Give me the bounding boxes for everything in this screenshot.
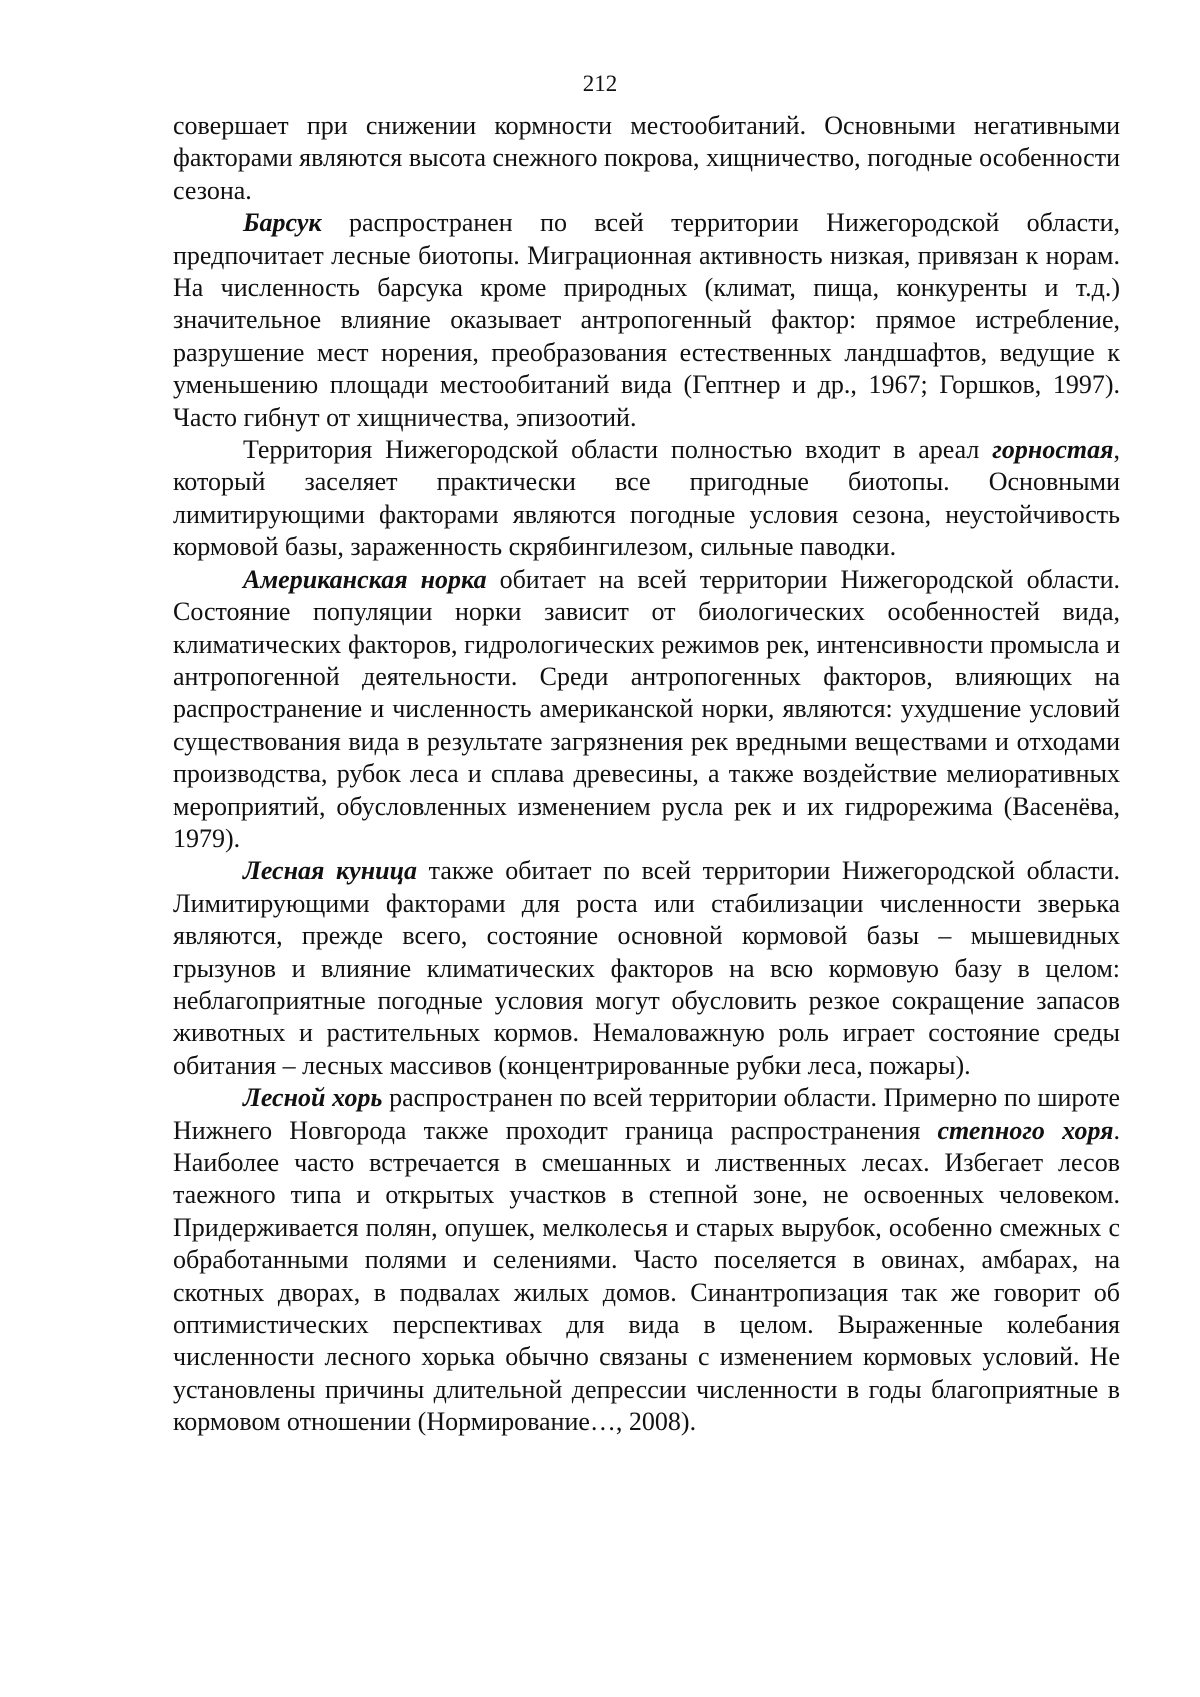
page-number: 212 xyxy=(582,71,618,96)
species-name: Лесная куница xyxy=(243,856,418,886)
paragraph xyxy=(173,207,1120,434)
paragraph-text: , который заселяет практически все пригодные биотопы. Основными лимитирующими факторами являются погодные условия сезона, неустойчивость кормовой базы, зараженность скрябингилезом, сильные паводки. xyxy=(173,435,1120,562)
paragraph xyxy=(173,564,1120,856)
paragraph xyxy=(173,434,1120,564)
paragraph xyxy=(173,855,1120,1082)
body-text xyxy=(173,110,1120,1439)
paragraph xyxy=(173,110,1120,207)
paragraph-text: . Наиболее часто встречается в смешанных и лиственных лесах. Избегает лесов таежного типа и открытых участков в степной зоне, не освоенных человеком. Придерживается полян, опушек, мелколесья и старых вырубок, особенно смежных с обработанными полями и селениями. Часто поселяется в овинах, амбарах, на скотных дворах, в подвалах жилых домов. Синантропизация так же говорит об оптимистических перспективах для вида в целом. Выраженные колебания численности лесного хорька обычно связаны с изменением кормовых условий. Не установлены причины длительной депрессии численности в годы благоприятные в кормовом отношении (Нормирование…, 2008). xyxy=(173,1115,1121,1437)
species-name: степного хоря xyxy=(937,1115,1114,1145)
species-name: Лесной хорь xyxy=(243,1083,383,1113)
paragraph-text: распространен по всей территории Нижегородской области, предпочитает лесные биотопы. Миграционная активность низкая, привязан к норам. На численность барсука кроме природных (климат, пища, конкуренты и т.д.) значительное влияние оказывает антропогенный фактор: прямое истребление, разрушение мест норения, преобразования естественных ландшафтов, ведущие к уменьшению площади местообитаний вида (Гептнер и др., 1967; Горшков, 1997). Часто гибнут от хищничества, эпизоотий. xyxy=(173,208,1120,432)
paragraph-text: Территория Нижегородской области полностью входит в ареал xyxy=(243,435,993,465)
paragraph-text: обитает на всей территории Нижегородской области. Состояние популяции норки зависит от биологических особенностей вида, климатических факторов, гидрологических режимов рек, интенсивности промысла и антропогенной деятельности. Среди антропогенных факторов, влияющих на распространение и численность американской норки, являются: ухудшение условий существования вида в результате загрязнения рек вредными веществами и отходами производства, рубок леса и сплава древесины, а также воздействие мелиоративных мероприятий, обусловленных изменением русла рек и их гидрорежима (Васенёва, 1979). xyxy=(173,564,1120,853)
paragraph xyxy=(173,1082,1120,1438)
species-name: горностая xyxy=(992,435,1114,465)
paragraph-text: совершает при снижении кормности местообитаний. Основными негативными факторами являются высота снежного покрова, хищничество, погодные особенности сезона. xyxy=(173,111,1120,205)
paragraph-text: также обитает по всей территории Нижегородской области. Лимитирующими факторами для роста или стабилизации численности зверька являются, прежде всего, состояние основной кормовой базы – мышевидных грызунов и влияние климатических факторов на всю кормовую базу в целом: неблагоприятные погодные условия могут обусловить резкое сокращение запасов животных и растительных кормов. Немаловажную роль играет состояние среды обитания – лесных массивов (концентрированные рубки леса, пожары). xyxy=(173,856,1120,1080)
paragraph-text: распространен по всей территории области. Примерно по широте Нижнего Новгорода также проходит граница распространения xyxy=(173,1083,1120,1145)
species-name: Американская норка xyxy=(243,564,487,594)
species-name: Барсук xyxy=(243,208,322,238)
